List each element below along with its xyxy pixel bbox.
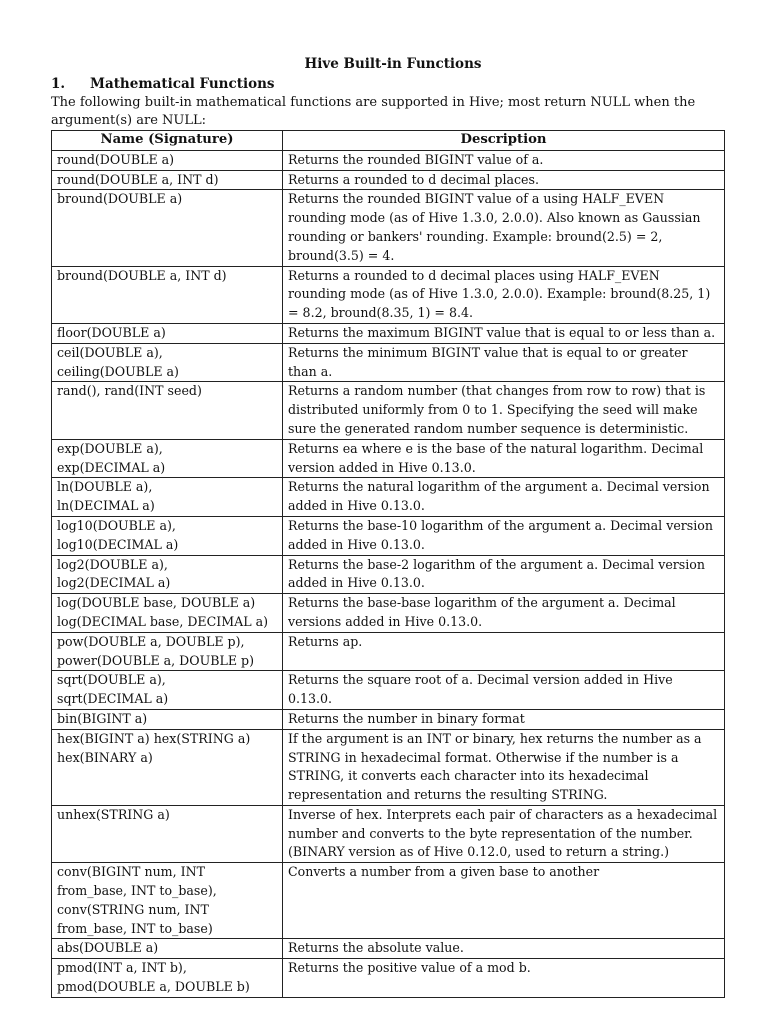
function-description: Converts a number from a given base to another <box>283 863 725 939</box>
function-description: If the argument is an INT or binary, hex returns the number as a STRING in hexadecimal format. Otherwise if the number is a STRING, it converts each character into its hexadecimal representation and returns the resulting STRING. <box>283 729 725 805</box>
table-row <box>52 170 725 190</box>
function-description: Inverse of hex. Interprets each pair of characters as a hexadecimal number and converts to the byte representation of the number. (BINARY version as of Hive 0.12.0, used to return a string.) <box>283 805 725 862</box>
table-row <box>52 594 725 633</box>
function-description: Returns the minimum BIGINT value that is equal to or greater than a. <box>283 343 725 382</box>
document-page <box>51 54 723 998</box>
table-row <box>52 266 725 323</box>
table-row <box>52 555 725 594</box>
table-row <box>52 150 725 170</box>
table-row <box>52 323 725 343</box>
function-description: Returns the absolute value. <box>283 939 725 959</box>
function-description: Returns the base-10 logarithm of the argument a. Decimal version added in Hive 0.13.0. <box>283 516 725 555</box>
function-description: Returns the maximum BIGINT value that is equal to or less than a. <box>283 323 725 343</box>
column-header-description: Description <box>283 131 725 151</box>
function-signature: log2(DOUBLE a), log2(DECIMAL a) <box>52 555 283 594</box>
function-signature: floor(DOUBLE a) <box>52 323 283 343</box>
function-signature: conv(BIGINT num, INT from_base, INT to_base), conv(STRING num, INT from_base, INT to_base) <box>52 863 283 939</box>
function-description: Returns ea where e is the base of the natural logarithm. Decimal version added in Hive 0.13.0. <box>283 439 725 478</box>
function-signature: abs(DOUBLE a) <box>52 939 283 959</box>
section-title: Mathematical Functions <box>90 76 275 92</box>
table-row <box>52 516 725 555</box>
table-row <box>52 478 725 517</box>
document-title: Hive Built-in Functions <box>304 56 482 72</box>
table-row <box>52 709 725 729</box>
table-row <box>52 863 725 939</box>
function-description: Returns a rounded to d decimal places using HALF_EVEN rounding mode (as of Hive 1.3.0, 2.0.0). Example: bround(8.25, 1) = 8.2, bround(8.35, 1) = 8.4. <box>283 266 725 323</box>
table-row <box>52 343 725 382</box>
function-description: Returns the base-2 logarithm of the argument a. Decimal version added in Hive 0.13.0. <box>283 555 725 594</box>
table-row <box>52 439 725 478</box>
function-description: Returns a rounded to d decimal places. <box>283 170 725 190</box>
function-signature: round(DOUBLE a) <box>52 150 283 170</box>
table-row <box>52 939 725 959</box>
functions-table <box>51 130 725 998</box>
function-description: Returns the rounded BIGINT value of a. <box>283 150 725 170</box>
column-header-name: Name (Signature) <box>52 131 283 151</box>
function-signature: bround(DOUBLE a) <box>52 190 283 266</box>
table-row <box>52 382 725 439</box>
table-header-row <box>52 131 725 151</box>
function-signature: bin(BIGINT a) <box>52 709 283 729</box>
function-signature: rand(), rand(INT seed) <box>52 382 283 439</box>
table-row <box>52 805 725 862</box>
function-signature: pmod(INT a, INT b), pmod(DOUBLE a, DOUBLE b) <box>52 959 283 998</box>
section-number: 1. <box>51 76 66 92</box>
table-row <box>52 959 725 998</box>
function-signature: bround(DOUBLE a, INT d) <box>52 266 283 323</box>
table-row <box>52 729 725 805</box>
intro-paragraph: The following built-in mathematical functions are supported in Hive; most return NULL when the argument(s) are NULL: <box>51 95 696 128</box>
function-signature: ln(DOUBLE a), ln(DECIMAL a) <box>52 478 283 517</box>
function-description: Returns the positive value of a mod b. <box>283 959 725 998</box>
function-description: Returns the natural logarithm of the argument a. Decimal version added in Hive 0.13.0. <box>283 478 725 517</box>
function-signature: sqrt(DOUBLE a), sqrt(DECIMAL a) <box>52 671 283 710</box>
function-signature: ceil(DOUBLE a), ceiling(DOUBLE a) <box>52 343 283 382</box>
table-row <box>52 632 725 671</box>
function-signature: log(DOUBLE base, DOUBLE a) log(DECIMAL base, DECIMAL a) <box>52 594 283 633</box>
function-signature: unhex(STRING a) <box>52 805 283 862</box>
function-signature: hex(BIGINT a) hex(STRING a) hex(BINARY a) <box>52 729 283 805</box>
table-row <box>52 671 725 710</box>
function-signature: log10(DOUBLE a), log10(DECIMAL a) <box>52 516 283 555</box>
function-description: Returns the base-base logarithm of the argument a. Decimal versions added in Hive 0.13.0. <box>283 594 725 633</box>
function-description: Returns the number in binary format <box>283 709 725 729</box>
function-description: Returns ap. <box>283 632 725 671</box>
function-description: Returns the rounded BIGINT value of a using HALF_EVEN rounding mode (as of Hive 1.3.0, 2.0.0). Also known as Gaussian rounding or bankers' rounding. Example: bround(2.5) = 2, bround(3.5) = 4. <box>283 190 725 266</box>
function-description: Returns the square root of a. Decimal version added in Hive 0.13.0. <box>283 671 725 710</box>
function-signature: round(DOUBLE a, INT d) <box>52 170 283 190</box>
table-row <box>52 190 725 266</box>
function-signature: exp(DOUBLE a), exp(DECIMAL a) <box>52 439 283 478</box>
function-signature: pow(DOUBLE a, DOUBLE p), power(DOUBLE a, DOUBLE p) <box>52 632 283 671</box>
function-description: Returns a random number (that changes from row to row) that is distributed uniformly from 0 to 1. Specifying the seed will make sure the generated random number sequence is deterministic. <box>283 382 725 439</box>
section-heading <box>51 75 723 94</box>
